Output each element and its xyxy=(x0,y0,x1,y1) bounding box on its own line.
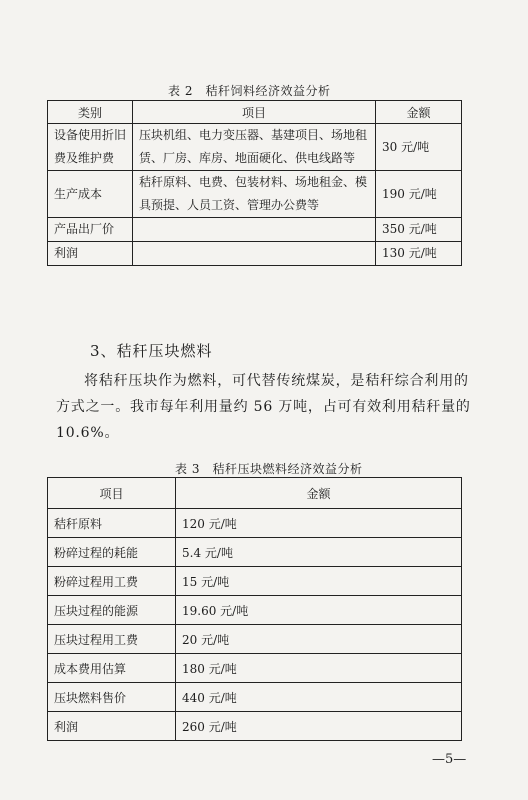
table3-amount-cell: 15 元/吨 xyxy=(176,567,462,596)
table3-item-cell: 压块过程的能源 xyxy=(48,596,176,625)
table3-amount-cell: 20 元/吨 xyxy=(176,625,462,654)
table3-amount-cell: 440 元/吨 xyxy=(176,683,462,712)
table3-item-cell: 秸秆原料 xyxy=(48,509,176,538)
page-number: —5— xyxy=(432,752,467,767)
table2-items-cell: 压块机组、电力变压器、基建项目、场地租赁、厂房、库房、地面硬化、供电线路等 xyxy=(133,124,376,171)
table-row xyxy=(48,124,462,171)
table3-item-cell: 粉碎过程用工费 xyxy=(48,567,176,596)
table2-amount-cell: 190 元/吨 xyxy=(376,171,462,218)
table3-amount-cell: 180 元/吨 xyxy=(176,654,462,683)
table3-amount-cell: 260 元/吨 xyxy=(176,712,462,741)
table2-category-cell: 产品出厂价 xyxy=(48,218,133,242)
table-row xyxy=(48,171,462,218)
table-row xyxy=(48,683,462,712)
table2-category-cell: 利润 xyxy=(48,242,133,266)
table3-caption: 表 3 秸秆压块燃料经济效益分析 xyxy=(175,462,363,476)
table-row xyxy=(48,218,462,242)
table3-item-cell: 成本费用估算 xyxy=(48,654,176,683)
table2-items-cell xyxy=(133,242,376,266)
table3-header-amount: 金额 xyxy=(176,478,462,509)
table3-item-cell: 压块燃料售价 xyxy=(48,683,176,712)
table2-header-row xyxy=(48,101,462,124)
table3-amount-cell: 120 元/吨 xyxy=(176,509,462,538)
table2 xyxy=(47,100,462,266)
table2-amount-cell: 30 元/吨 xyxy=(376,124,462,171)
table3-item-cell: 利润 xyxy=(48,712,176,741)
table-row xyxy=(48,625,462,654)
section-heading: 3、秸秆压块燃料 xyxy=(90,342,213,360)
table2-header-items: 项目 xyxy=(133,101,376,124)
table-row xyxy=(48,242,462,266)
table3-header-item: 项目 xyxy=(48,478,176,509)
section-paragraph xyxy=(56,368,476,446)
table2-caption: 表 2 秸秆饲料经济效益分析 xyxy=(168,84,331,98)
table-row xyxy=(48,538,462,567)
table-row xyxy=(48,712,462,741)
table3-item-cell: 压块过程用工费 xyxy=(48,625,176,654)
table3-amount-cell: 19.60 元/吨 xyxy=(176,596,462,625)
table2-items-cell: 秸秆原料、电费、包装材料、场地租金、模具预提、人员工资、管理办公费等 xyxy=(133,171,376,218)
table3-header-row xyxy=(48,478,462,509)
table3-amount-cell: 5.4 元/吨 xyxy=(176,538,462,567)
table-row xyxy=(48,654,462,683)
paragraph-text: 将秸秆压块作为燃料，可代替传统煤炭，是秸秆综合利用的方式之一。我市每年利用量约 56 万吨，占可有效利用秸秆量的 10.6%。 xyxy=(56,373,471,441)
table-row xyxy=(48,509,462,538)
table3-item-cell: 粉碎过程的耗能 xyxy=(48,538,176,567)
table2-amount-cell: 350 元/吨 xyxy=(376,218,462,242)
table-row xyxy=(48,567,462,596)
table2-header-category: 类别 xyxy=(48,101,133,124)
table3 xyxy=(47,477,462,741)
table2-category-cell: 设备使用折旧费及维护费 xyxy=(48,124,133,171)
table2-category-cell: 生产成本 xyxy=(48,171,133,218)
table-row xyxy=(48,596,462,625)
table2-header-amount: 金额 xyxy=(376,101,462,124)
table2-items-cell xyxy=(133,218,376,242)
table2-amount-cell: 130 元/吨 xyxy=(376,242,462,266)
